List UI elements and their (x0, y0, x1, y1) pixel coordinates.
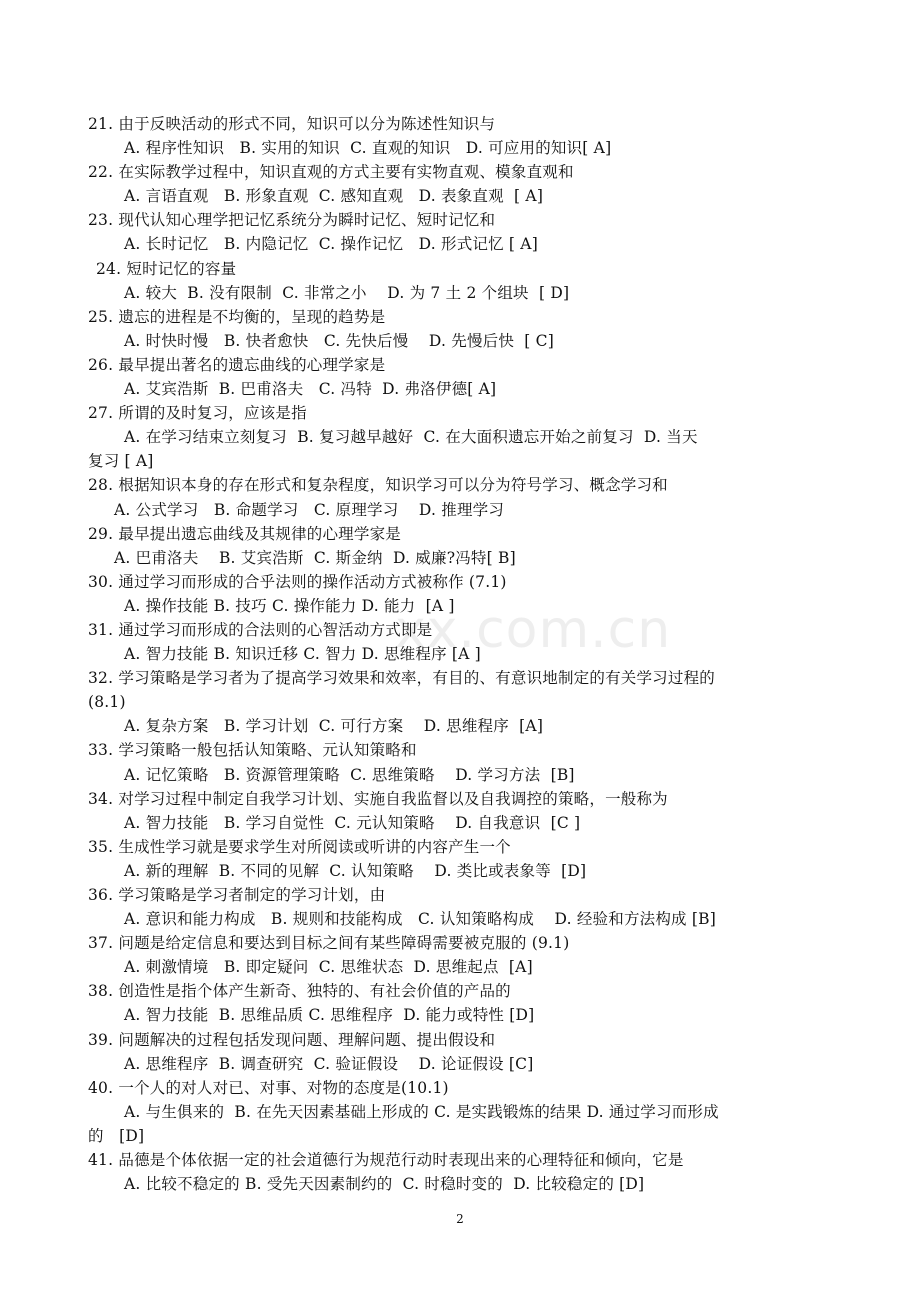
answer-options-line: A. 比较不稳定的 B. 受先天因素制约的 C. 时稳时变的 D. 比较稳定的 [D] (124, 1175, 645, 1194)
answer-options-line: A. 新的理解 B. 不同的见解 C. 认知策略 D. 类比或表象等 [D] (124, 861, 587, 880)
question-line: 21. 由于反映活动的形式不同，知识可以分为陈述性知识与 (88, 115, 496, 133)
question-list (88, 112, 840, 1196)
answer-options-line: A. 意识和能力构成 B. 规则和技能构成 C. 认知策略构成 D. 经验和方法构成 [B] (124, 910, 716, 929)
question-line: 35. 生成性学习就是要求学生对所阅读或听讲的内容产生一个 (88, 837, 511, 856)
answer-options-line: A. 复杂方案 B. 学习计划 C. 可行方案 D. 思维程序 [A] (124, 717, 544, 736)
question-line: 25. 遗忘的进程是不均衡的，呈现的趋势是 (88, 307, 386, 326)
answer-options-line: A. 艾宾浩斯 B. 巴甫洛夫 C. 冯特 D. 弗洛伊德[ A] (124, 380, 497, 399)
question-line: 32. 学习策略是学习者为了提高学习效果和效率，有目的、有意识地制定的有关学习过程的 (88, 669, 715, 688)
question-line: 23. 现代认知心理学把记忆系统分为瞬时记忆、短时记忆和 (88, 211, 496, 230)
question-line: 的 [D] (88, 1126, 145, 1145)
question-line: 34. 对学习过程中制定自我学习计划、实施自我监督以及自我调控的策略，一般称为 (88, 789, 668, 808)
answer-options-line: A. 巴甫洛夫 B. 艾宾浩斯 C. 斯金纳 D. 威廉?冯特[ B] (114, 548, 516, 567)
question-line: 37. 问题是给定信息和要达到目标之间有某些障碍需要被克服的 (9.1) (88, 934, 570, 953)
question-line: 22. 在实际教学过程中，知识直观的方式主要有实物直观、模象直观和 (88, 163, 574, 182)
question-line: 27. 所谓的及时复习，应该是指 (88, 404, 307, 423)
question-line: 39. 问题解决的过程包括发现问题、理解问题、提出假设和 (88, 1030, 496, 1049)
question-line: (8.1) (88, 693, 126, 712)
answer-options-line: A. 思维程序 B. 调查研究 C. 验证假设 D. 论证假设 [C] (124, 1054, 534, 1073)
answer-options-line: A. 公式学习 B. 命题学习 C. 原理学习 D. 推理学习 (114, 500, 505, 519)
answer-options-line: A. 与生俱来的 B. 在先天因素基础上形成的 C. 是实践锻炼的结果 D. 通过学习而形成 (124, 1102, 719, 1121)
question-line: 24. 短时记忆的容量 (96, 259, 237, 278)
question-line: 33. 学习策略一般包括认知策略、元认知策略和 (88, 741, 417, 760)
answer-options-line: A. 记忆策略 B. 资源管理策略 C. 思维策略 D. 学习方法 [B] (124, 765, 575, 784)
answer-options-line: A. 智力技能 B. 思维品质 C. 思维程序 D. 能力或特性 [D] (124, 1006, 535, 1025)
answer-options-line: A. 智力技能 B. 学习自觉性 C. 元认知策略 D. 自我意识 [C ] (124, 813, 581, 832)
answer-options-line: A. 程序性知识 B. 实用的知识 C. 直观的知识 D. 可应用的知识[ A] (124, 139, 612, 158)
answer-options-line: A. 智力技能 B. 知识迁移 C. 智力 D. 思维程序 [A ] (124, 645, 481, 664)
answer-options-line: A. 长时记忆 B. 内隐记忆 C. 操作记忆 D. 形式记忆 [ A] (124, 235, 538, 254)
answer-options-line: A. 操作技能 B. 技巧 C. 操作能力 D. 能力 [A ] (124, 596, 455, 615)
question-line: 26. 最早提出著名的遗忘曲线的心理学家是 (88, 355, 386, 374)
question-line: 41. 品德是个体依据一定的社会道德行为规范行动时表现出来的心理特征和倾向，它是 (88, 1151, 684, 1170)
answer-options-line: A. 时快时慢 B. 快者愈快 C. 先快后慢 D. 先慢后快 [ C] (124, 331, 554, 350)
question-line: 36. 学习策略是学习者制定的学习计划，由 (88, 886, 386, 904)
watermark: xx.com.cn (395, 600, 672, 660)
question-line: 40. 一个人的对人对已、对事、对物的态度是(10.1) (88, 1078, 449, 1097)
question-line: 31. 通过学习而形成的合法则的心智活动方式即是 (88, 620, 433, 639)
page-number: 2 (456, 1212, 464, 1226)
answer-options-line: A. 刺激情境 B. 即定疑问 C. 思维状态 D. 思维起点 [A] (124, 958, 533, 977)
question-line: 30. 通过学习而形成的合乎法则的操作活动方式被称作 (7.1) (88, 572, 507, 591)
answer-options-line: A. 较大 B. 没有限制 C. 非常之小 D. 为 7 土 2 个组块 [ D] (124, 283, 570, 302)
question-line: 29. 最早提出遗忘曲线及其规律的心理学家是 (88, 524, 401, 543)
answer-options-line: A. 在学习结束立刻复习 B. 复习越早越好 C. 在大面积遗忘开始之前复习 D. 当天 (124, 428, 698, 447)
question-line: 复习 [ A] (88, 452, 154, 471)
question-line: 38. 创造性是指个体产生新奇、独特的、有社会价值的产品的 (88, 982, 511, 1001)
question-line: 28. 根据知识本身的存在形式和复杂程度，知识学习可以分为符号学习、概念学习和 (88, 476, 668, 495)
answer-options-line: A. 言语直观 B. 形象直观 C. 感知直观 D. 表象直观 [ A] (124, 187, 544, 206)
